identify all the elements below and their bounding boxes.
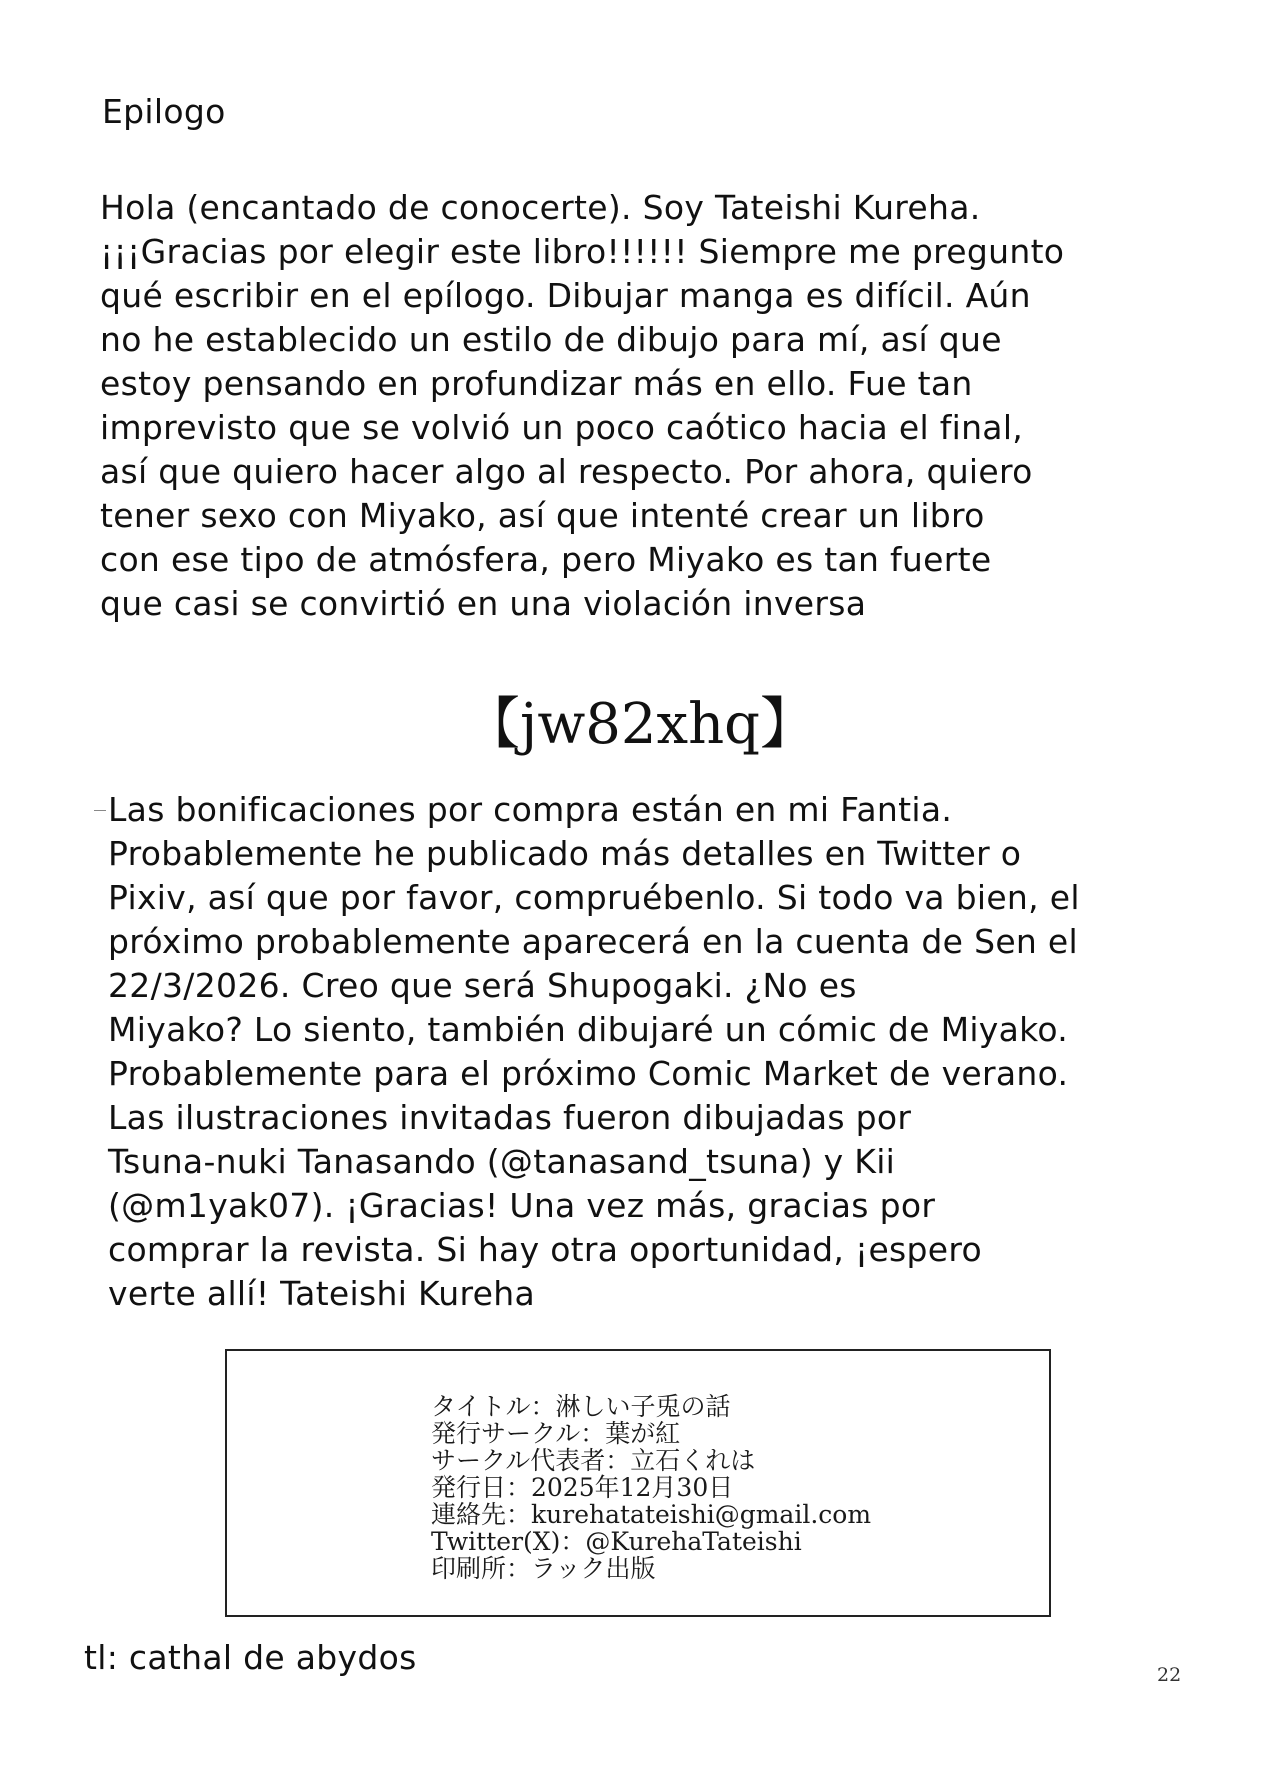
paragraph-line: que casi se convirtió en una violación inversa: [100, 584, 867, 623]
paragraph-line: Tsuna-nuki Tanasando (@tanasand_tsuna) y Kii: [108, 1142, 896, 1181]
paragraph-line: 22/3/2026. Creo que será Shupogaki. ¿No es: [108, 966, 857, 1005]
colophon-circle: 発行サークル：葉が紅: [431, 1419, 681, 1448]
colophon-text: [431, 1393, 871, 1582]
paragraph-line: qué escribir en el epílogo. Dibujar manga es difícil. Aún: [100, 276, 1031, 315]
paragraph-line: con ese tipo de atmósfera, pero Miyako es tan fuerte: [100, 540, 992, 579]
colophon-title: タイトル：淋しい子兎の話: [431, 1392, 731, 1421]
paragraph-line: Hola (encantado de conocerte). Soy Tateishi Kureha.: [100, 188, 981, 227]
colophon-box: [225, 1349, 1051, 1617]
bracketed-code: 【jw82xhq】: [463, 692, 817, 757]
paragraph-line: no he establecido un estilo de dibujo para mí, así que: [100, 320, 1002, 359]
colophon-printer: 印刷所：ラック出版: [431, 1554, 656, 1583]
paragraph-line: (@m1yak07). ¡Gracias! Una vez más, gracias por: [108, 1186, 936, 1225]
paragraph-line: imprevisto que se volvió un poco caótico hacia el final,: [100, 408, 1024, 447]
paragraph-line: así que quiero hacer algo al respecto. Por ahora, quiero: [100, 452, 1033, 491]
paragraph-line: Probablemente para el próximo Comic Market de verano.: [108, 1054, 1069, 1093]
bonus-paragraph: [108, 788, 1208, 1316]
paragraph-line: verte allí! Tateishi Kureha: [108, 1274, 535, 1313]
translator-credit: tl: cathal de abydos: [84, 1638, 417, 1677]
colophon-date: 発行日：2025年12月30日: [431, 1473, 734, 1502]
paragraph-line: comprar la revista. Si hay otra oportunidad, ¡espero: [108, 1230, 983, 1269]
colophon-representative: サークル代表者：立石くれは: [431, 1446, 756, 1475]
paragraph-line: estoy pensando en profundizar más en ello. Fue tan: [100, 364, 973, 403]
colophon-twitter: Twitter(X)：@KurehaTateishi: [431, 1527, 802, 1556]
colophon-contact: 連絡先：kurehatateishi@gmail.com: [431, 1500, 872, 1529]
paragraph-line: Probablemente he publicado más detalles en Twitter o: [108, 834, 1022, 873]
epilogue-paragraph: [100, 186, 1180, 626]
paragraph-line: Pixiv, así que por favor, compruébenlo. Si todo va bien, el: [108, 878, 1080, 917]
margin-dash: [94, 810, 106, 811]
paragraph-line: Las bonificaciones por compra están en mi Fantia.: [108, 790, 953, 829]
page-number: 22: [1157, 1664, 1182, 1686]
paragraph-line: Miyako? Lo siento, también dibujaré un cómic de Miyako.: [108, 1010, 1069, 1049]
epilogue-heading: Epilogo: [102, 92, 226, 131]
paragraph-line: próximo probablemente aparecerá en la cuenta de Sen el: [108, 922, 1078, 961]
paragraph-line: tener sexo con Miyako, así que intenté crear un libro: [100, 496, 985, 535]
paragraph-line: ¡¡¡Gracias por elegir este libro!!!!!! Siempre me pregunto: [100, 232, 1065, 271]
paragraph-line: Las ilustraciones invitadas fueron dibujadas por: [108, 1098, 912, 1137]
